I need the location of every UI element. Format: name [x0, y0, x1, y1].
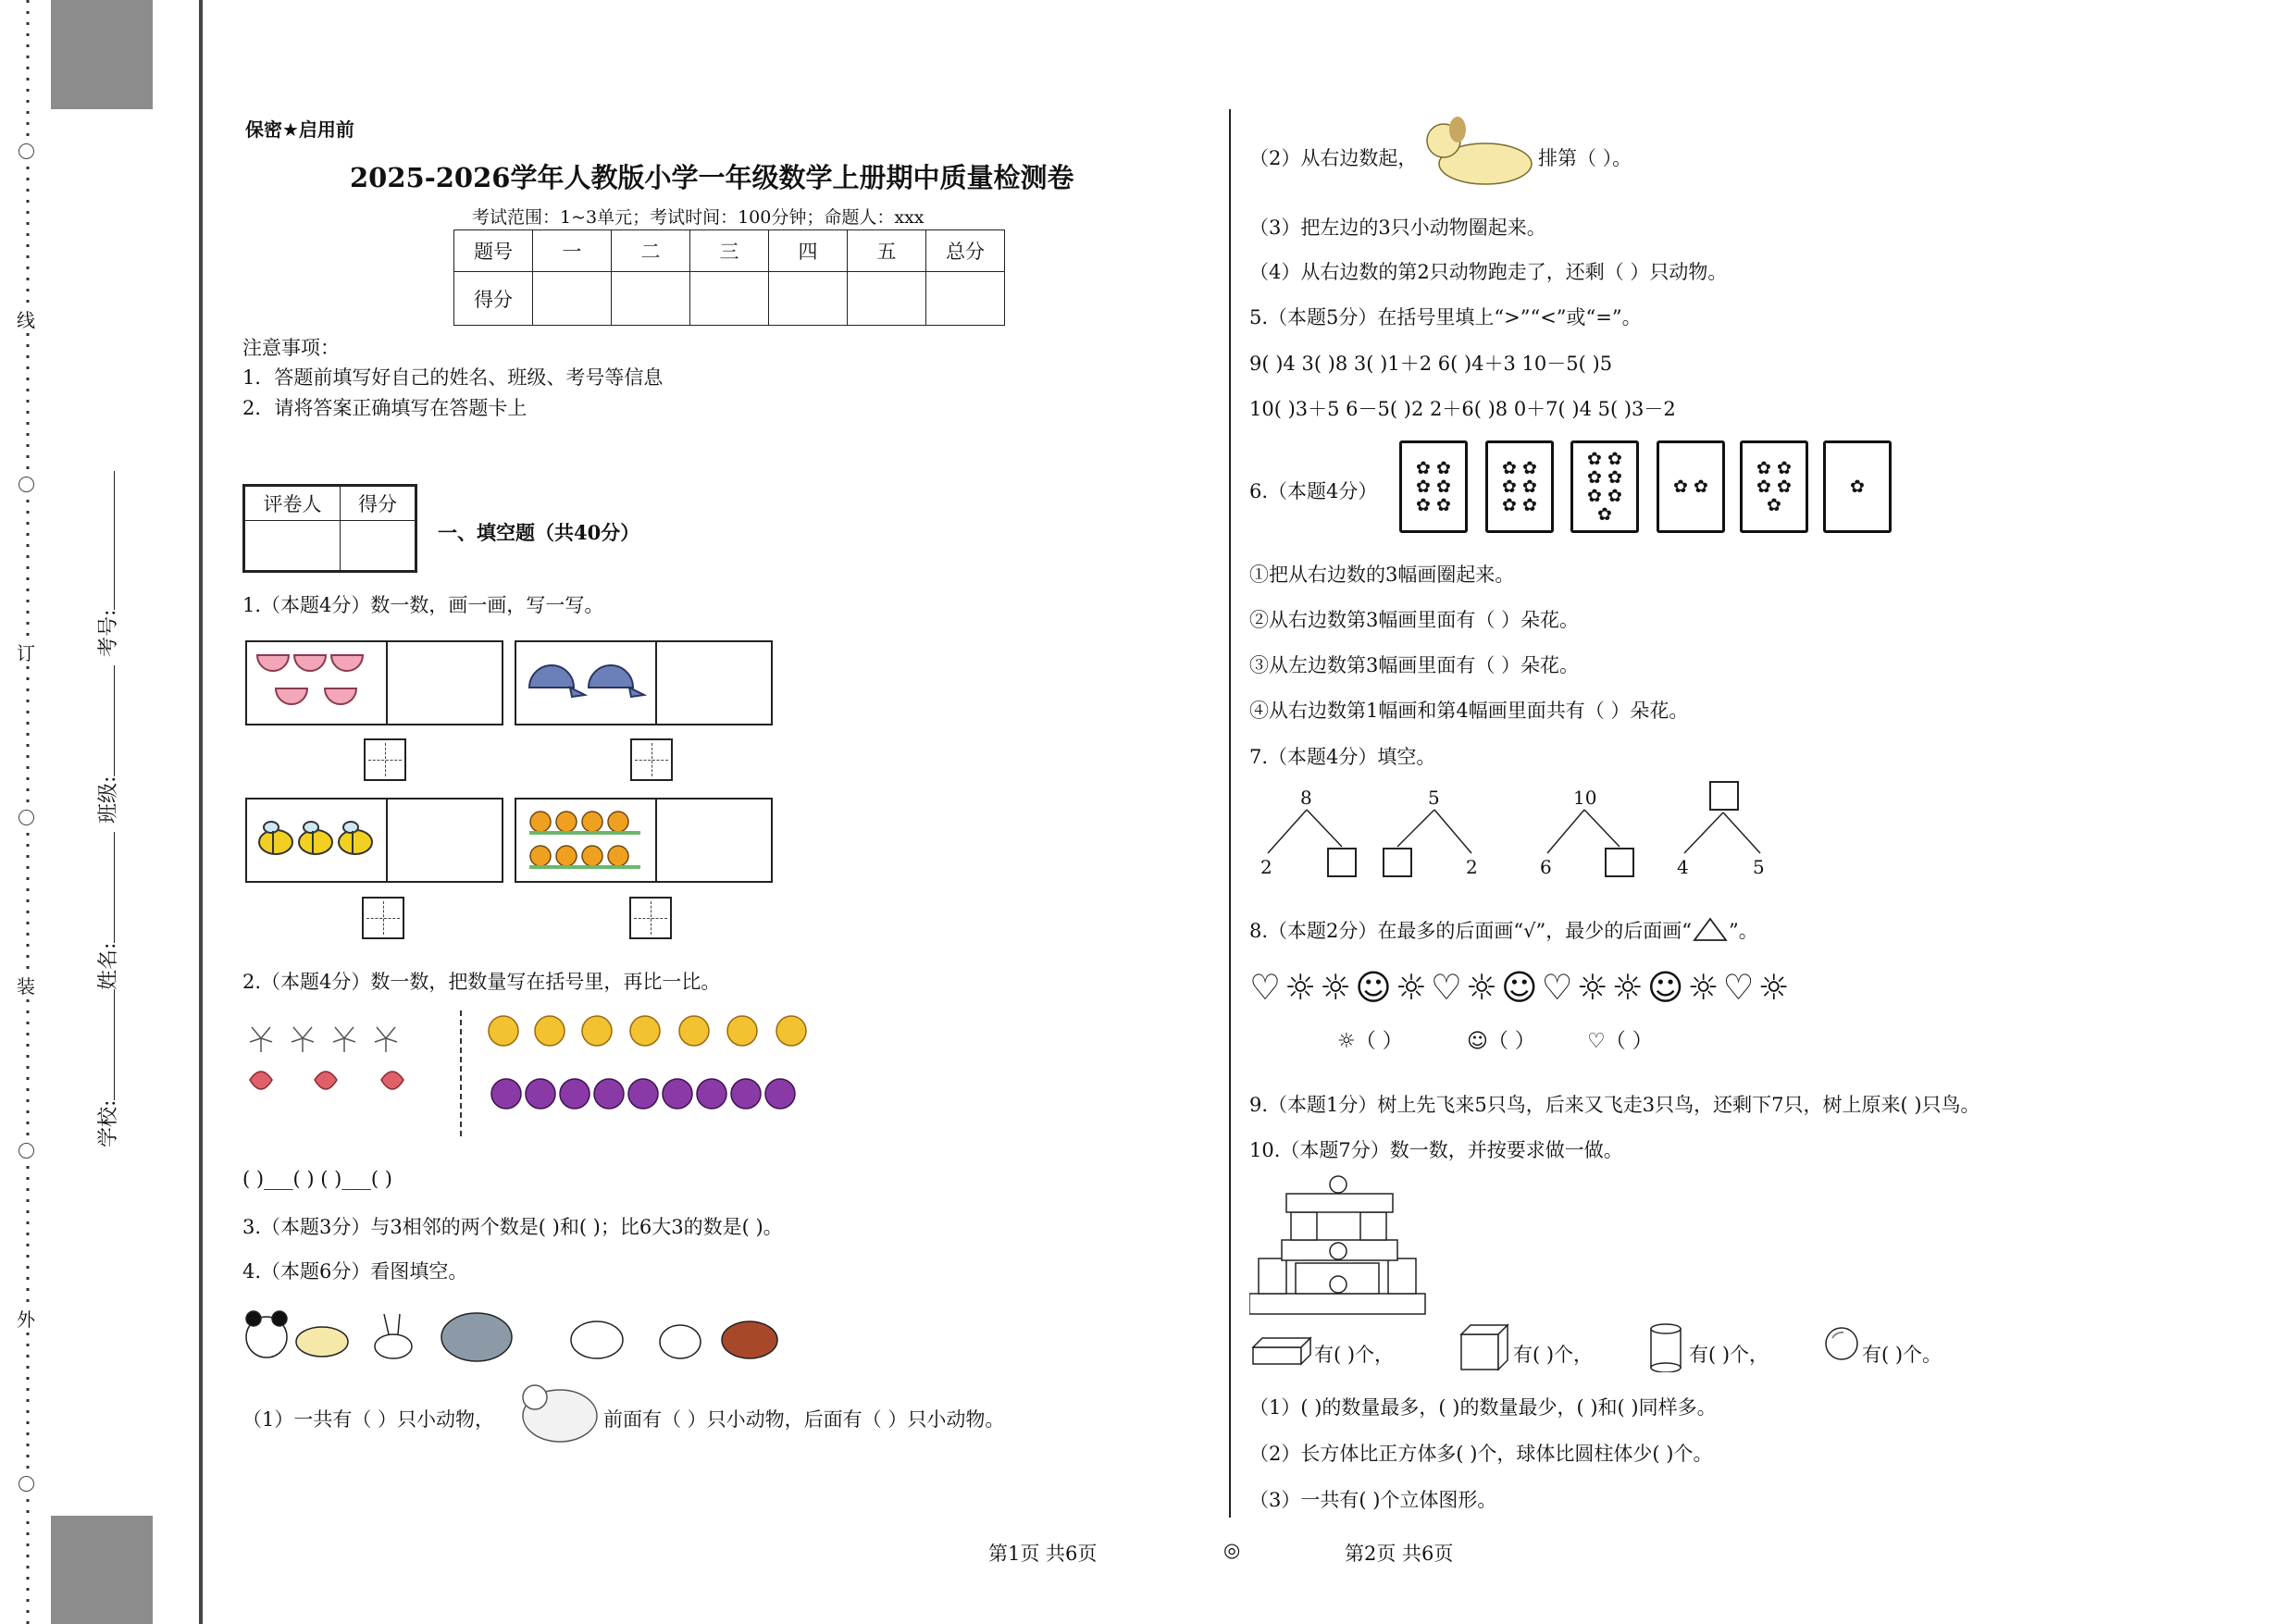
binding-char-xian: 线	[17, 305, 35, 332]
q1-box-bees	[245, 798, 503, 883]
binding-char-ding: 订	[17, 638, 35, 665]
dog-icon	[1416, 113, 1536, 196]
grader-header: 得分	[341, 486, 416, 521]
flower-card[interactable]	[1657, 440, 1725, 533]
score-cell[interactable]	[848, 272, 926, 326]
question-2: 2.（本题4分）数一数，把数量写在括号里，再比一比。	[242, 971, 721, 993]
score-header: 二	[612, 230, 690, 272]
q4-part-2b: 排第（ ）。	[1538, 147, 1632, 169]
score-cell[interactable]	[769, 272, 848, 326]
exam-info: 考试范围：1~3单元；考试时间：100分钟；命题人：xxx	[472, 207, 925, 228]
question-3: 3.（本题3分）与3相邻的两个数是( )和( )；比6大3的数是( )。	[242, 1216, 783, 1238]
q4-part-3: （3）把左边的3只小动物圈起来。	[1249, 217, 1546, 239]
q4-part-4: （4）从右边数的第2只动物跑走了，还剩（ ）只动物。	[1249, 261, 1728, 283]
flower-icon: ✿	[1502, 477, 1517, 497]
tree-2-answer-box[interactable]	[1383, 848, 1412, 877]
tree-3-answer-box[interactable]	[1605, 848, 1634, 877]
q8-sun-answer[interactable]: ☼（ ）	[1337, 1030, 1403, 1053]
flower-icon: ✿	[1607, 449, 1622, 469]
binding-char-zhuang: 装	[17, 972, 35, 998]
flower-icon: ✿	[1416, 495, 1431, 515]
flower-icon: ✿	[1502, 495, 1517, 515]
q4-part-1a: （1）一共有（ ）只小动物，	[242, 1408, 495, 1431]
question-4: 4.（本题6分）看图填空。	[242, 1260, 468, 1283]
flower-card[interactable]	[1740, 440, 1808, 533]
bowl-icon	[253, 648, 382, 720]
flower-icon: ✿	[1436, 495, 1451, 515]
flower-icon: ✿	[1756, 477, 1771, 497]
q8-heart-answer[interactable]: ♡（ ）	[1587, 1030, 1653, 1053]
flower-icon: ✿	[1522, 495, 1537, 515]
sphere-icon	[1823, 1325, 1862, 1364]
q8-symbol-sequence: ♡☼☼☺☼♡☼☺♡☼☼☺☼♡☼	[1249, 967, 1793, 1008]
tree-1-left: 2	[1260, 856, 1272, 878]
flower-icon: ✿	[1673, 477, 1688, 497]
question-10: 10.（本题7分）数一数，并按要求做一做。	[1249, 1139, 1623, 1161]
column-divider	[1229, 109, 1231, 1518]
snail-icon	[522, 805, 652, 877]
q2-blanks[interactable]: ( )___( ) ( )___( )	[242, 1168, 392, 1190]
exam-number-field[interactable]: 考号:	[93, 471, 121, 657]
q1-answer-box[interactable]	[629, 897, 672, 939]
q10-cube-count[interactable]: 有( )个，	[1513, 1344, 1594, 1366]
flower-icon: ✿	[1777, 477, 1792, 497]
q5-row-1[interactable]: 9( )4 3( )8 3( )1＋2 6( )4＋3 10－5( )5	[1249, 353, 1613, 375]
cylinder-icon	[1647, 1321, 1686, 1372]
q6-item: ①把从右边数的3幅画圈起来。	[1249, 564, 1515, 586]
flower-icon: ✿	[1587, 449, 1602, 469]
score-header: 四	[769, 230, 848, 272]
q1-answer-box[interactable]	[362, 897, 404, 939]
flower-card[interactable]	[1570, 440, 1639, 533]
q5-row-2[interactable]: 10( )3＋5 6－5( )2 2＋6( )8 0＋7( )4 5( )3－2	[1249, 398, 1676, 420]
question-1: 1.（本题4分）数一数，画一画，写一写。	[242, 594, 604, 616]
sheep-icon	[516, 1370, 604, 1453]
flower-icon: ✿	[1416, 477, 1431, 497]
q1-box-snails	[515, 798, 773, 883]
flower-icon: ✿	[1607, 486, 1622, 506]
triangle-icon	[1692, 916, 1729, 942]
school-field[interactable]: 学校:	[93, 989, 121, 1147]
q6-item: ②从右边数第3幅画里面有（ ）朵花。	[1249, 609, 1580, 631]
flower-icon: ✿	[1850, 477, 1865, 497]
score-cell[interactable]	[533, 272, 612, 326]
notes-title: 注意事项：	[242, 337, 340, 359]
note-item: 2．请将答案正确填写在答题卡上	[242, 397, 527, 419]
binding-circle	[19, 477, 34, 492]
question-5: 5.（本题5分）在括号里填上“>”“<”或“=”。	[1249, 306, 1642, 329]
flower-icon: ✿	[1694, 477, 1708, 497]
flower-icon: ✿	[1522, 477, 1537, 497]
flower-card[interactable]	[1823, 440, 1892, 533]
score-cell[interactable]	[690, 272, 769, 326]
flower-icon: ✿	[1777, 458, 1792, 478]
flower-icon: ✿	[1756, 458, 1771, 478]
flower-icon: ✿	[1436, 458, 1451, 478]
tree-1-top: 8	[1300, 787, 1312, 809]
q10-sub-2[interactable]: （2）长方体比正方体多( )个，球体比圆柱体少( )个。	[1249, 1443, 1713, 1465]
tree-2-top: 5	[1428, 787, 1440, 809]
score-header: 总分	[926, 230, 1005, 272]
cube-icon	[1458, 1321, 1513, 1372]
question-6: 6.（本题4分）	[1249, 480, 1378, 502]
tree-3-top: 10	[1573, 787, 1597, 809]
score-header: 三	[690, 230, 769, 272]
flower-icon: ✿	[1607, 467, 1622, 488]
score-table	[453, 229, 1005, 326]
page-number-2: 第2页 共6页	[1345, 1543, 1454, 1565]
flower-icon: ✿	[1502, 458, 1517, 478]
cap-icon	[522, 655, 652, 711]
question-7: 7.（本题4分）填空。	[1249, 746, 1436, 768]
q10-cuboid-count[interactable]: 有( )个，	[1314, 1344, 1395, 1366]
score-header: 题号	[454, 230, 533, 272]
tree-3-left: 6	[1540, 856, 1552, 878]
note-item: 1．答题前填写好自己的姓名、班级、考号等信息	[242, 366, 664, 389]
score-cell[interactable]	[926, 272, 1005, 326]
page-title: 2025-2026学年人教版小学一年级数学上册期中质量检测卷	[350, 162, 1074, 193]
animals-row	[241, 1295, 796, 1379]
binding-circle	[19, 1143, 34, 1159]
binding-circle	[19, 143, 34, 159]
tree-4-right: 5	[1753, 856, 1765, 878]
q10-sub-1[interactable]: （1）( )的数量最多，( )的数量最少，( )和( )同样多。	[1249, 1396, 1717, 1419]
cuboid-icon	[1249, 1333, 1314, 1370]
block-structure	[1249, 1175, 1434, 1319]
bee-icon	[253, 812, 382, 868]
flower-card[interactable]	[1399, 440, 1468, 533]
q1-answer-box[interactable]	[630, 738, 673, 781]
question-9: 9.（本题1分）树上先飞来5只鸟，后来又飞走3只鸟，还剩下7只，树上原来( )只鸟。	[1249, 1094, 1980, 1116]
q1-answer-box[interactable]	[364, 738, 406, 781]
flower-icon: ✿	[1587, 486, 1602, 506]
tree-4-answer-box[interactable]	[1709, 781, 1739, 811]
q1-box-bowls	[245, 640, 503, 725]
flower-card[interactable]	[1485, 440, 1554, 533]
binding-line	[199, 0, 203, 1624]
q1-box-caps	[515, 640, 773, 725]
question-8: 8.（本题2分）在最多的后面画“√”，最少的后面画“ ”。	[1249, 916, 1758, 944]
tree-4-left: 4	[1677, 856, 1689, 878]
score-row-label: 得分	[454, 272, 533, 326]
page-number-1: 第1页 共6页	[988, 1543, 1098, 1565]
section-title: 一、填空题（共40分）	[438, 521, 640, 544]
score-header: 五	[848, 230, 926, 272]
binding-char-wai: 外	[17, 1305, 35, 1332]
flower-icon: ✿	[1522, 458, 1537, 478]
score-header: 一	[533, 230, 612, 272]
grader-header: 评卷人	[244, 486, 341, 521]
secret-mark: 保密★启用前	[245, 118, 354, 141]
q2-picture	[242, 1010, 872, 1140]
binding-circle	[19, 810, 34, 825]
q4-part-1b: 前面有（ ）只小动物，后面有（ ）只小动物。	[603, 1408, 1005, 1431]
score-cell[interactable]	[612, 272, 690, 326]
q6-item: ③从左边数第3幅画里面有（ ）朵花。	[1249, 654, 1580, 676]
binding-circle	[19, 1476, 34, 1492]
q6-item: ④从右边数第1幅画和第4幅画里面共有（ ）朵花。	[1249, 700, 1689, 722]
flower-icon: ✿	[1416, 458, 1431, 478]
q10-sub-3[interactable]: （3）一共有( )个立体图形。	[1249, 1489, 1497, 1511]
q8-smile-answer[interactable]: ☺（ ）	[1467, 1030, 1535, 1053]
name-field[interactable]: 姓名:	[93, 832, 121, 990]
grader-table	[242, 484, 417, 573]
q4-part-2a: （2）从右边数起，	[1249, 147, 1418, 169]
q10-cylinder-count[interactable]: 有( )个，	[1689, 1344, 1769, 1366]
tree-2-right: 2	[1466, 856, 1478, 878]
flower-icon: ✿	[1587, 467, 1602, 488]
q10-sphere-count[interactable]: 有( )个。	[1862, 1344, 1942, 1366]
grader-cell[interactable]	[244, 521, 341, 572]
tree-1-answer-box[interactable]	[1327, 848, 1357, 877]
grader-cell[interactable]	[341, 521, 416, 572]
flower-icon: ✿	[1767, 495, 1781, 515]
flower-icon: ✿	[1436, 477, 1451, 497]
flower-icon: ✿	[1597, 504, 1612, 525]
class-field[interactable]: 班级:	[93, 665, 121, 824]
center-mark: ◎	[1223, 1539, 1241, 1561]
